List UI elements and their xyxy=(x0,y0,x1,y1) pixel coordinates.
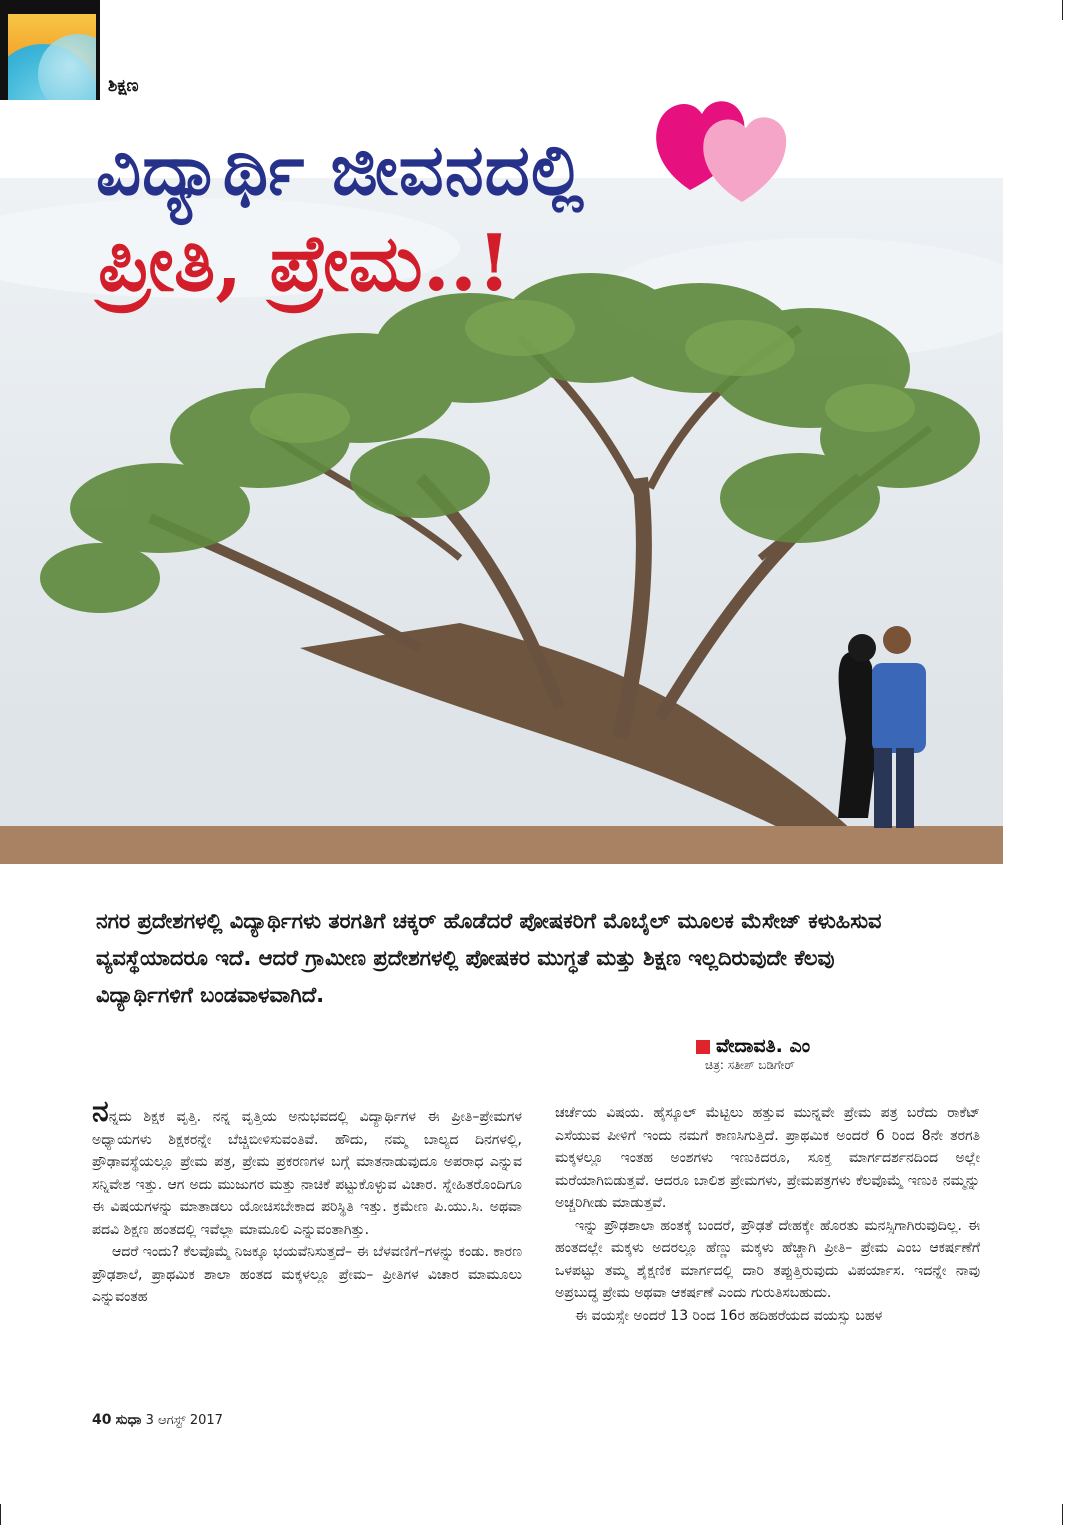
body-paragraph: ಆದರೆ ಇಂದು? ಕೆಲವೊಮ್ಮೆ ನಿಜಕ್ಕೂ ಭಯವೆನಿಸುತ್ತದೆ– ಈ ಬೆಳವಣಿಗೆ–ಗಳನ್ನು ಕಂಡು. ಕಾರಣ ಪ್ರೌಢಶಾಲೆ, ಪ್ರಾಥಮಿಕ ಶಾಲಾ ಹಂತದ ಮಕ್ಕಳಲ್ಲೂ ಪ್ರೇಮ– ಪ್ರೀತಿಗಳ ವಿಚಾರ ಮಾಮೂಲು ಎನ್ನುವಂತಹ xyxy=(92,1244,522,1305)
section-label: ಶಿಕ್ಷಣ xyxy=(108,76,139,96)
section-logo xyxy=(0,0,100,100)
headline-line1: ವಿದ್ಯಾರ್ಥಿ ಜೀವನದಲ್ಲಿ xyxy=(96,128,585,211)
body-paragraph: ಈ ವಯಸ್ಸೇ ಅಂದರೆ 13 ರಿಂದ 16ರ ಹದಿಹರೆಯದ ವಯಸ್ಸು ಬಹಳ xyxy=(575,1307,883,1324)
dropcap: ನ xyxy=(92,1094,109,1129)
magazine-name: ಸುಧಾ xyxy=(115,1412,142,1428)
crop-mark xyxy=(1062,0,1063,20)
byline-square-icon xyxy=(696,1040,710,1054)
body-column-left xyxy=(92,1094,522,1309)
page-number: 40 xyxy=(92,1412,112,1428)
lead-paragraph: ನಗರ ಪ್ರದೇಶಗಳಲ್ಲಿ ವಿದ್ಯಾರ್ಥಿಗಳು ತರಗತಿಗೆ ಚಕ್ಕರ್ ಹೊಡೆದರೆ ಪೋಷಕರಿಗೆ ಮೊಬೈಲ್ ಮೂಲಕ ಮೆಸೇಜ್ ಕಳುಹಿಸುವ ವ್ಯವಸ್ಥೆಯಾದರೂ ಇದೆ. ಆದರೆ ಗ್ರಾಮೀಣ ಪ್ರದೇಶಗಳಲ್ಲಿ ಪೋಷಕರ ಮುಗ್ಧತೆ ಮತ್ತು ಶಿಕ್ಷಣ ಇಲ್ಲದಿರುವುದೇ ಕೆಲವು ವಿದ್ಯಾರ್ಥಿಗಳಿಗೆ ಬಂಡವಾಳವಾಗಿದೆ. xyxy=(96,909,882,1007)
body-paragraph: ನನ್ನದು ಶಿಕ್ಷಕ ವೃತ್ತಿ. ನನ್ನ ವೃತ್ತಿಯ ಅನುಭವದಲ್ಲಿ ವಿದ್ಯಾರ್ಥಿಗಳ ಈ ಪ್ರೀತಿ–ಪ್ರೇಮಗಳ ಅಧ್ಯಾಯಗಳು ಶಿಕ್ಷಕರನ್ನೇ ಬೆಚ್ಚಿಬೀಳಿಸುವಂತಿವೆ. ಹೌದು, ನಮ್ಮ ಬಾಲ್ಯದ ದಿನಗಳಲ್ಲಿ, ಪ್ರೌಢಾವಸ್ಥೆಯಲ್ಲೂ ಪ್ರೇಮ ಪತ್ರ, ಪ್ರೇಮ ಪ್ರಕರಣಗಳ ಬಗ್ಗೆ ಮಾತನಾಡುವುದೂ ಅಪರಾಧ ಎನ್ನುವ ಸನ್ನಿವೇಶ ಇತ್ತು. ಆಗ ಅದು ಮುಜುಗರ ಮತ್ತು ನಾಚಿಕೆ ಪಟ್ಟುಕೊಳ್ಳುವ ವಿಚಾರ. ಸ್ನೇಹಿತರೊಂದಿಗೂ ಈ ವಿಷಯಗಳನ್ನು ಮಾತಾಡಲು ಯೋಚಿಸಬೇಕಾದ ಪರಿಸ್ಥಿತಿ ಇತ್ತು. ಕ್ರಮೇಣ ಪಿ.ಯು.ಸಿ. ಅಥವಾ ಪದವಿ ಶಿಕ್ಷಣ ಹಂತದಲ್ಲಿ ಇವೆಲ್ಲಾ ಮಾಮೂಲಿ ಎನ್ನುವಂತಾಗಿತ್ತು. xyxy=(92,1094,522,1238)
hearts-icon xyxy=(650,90,790,210)
crop-mark xyxy=(0,1504,1,1525)
body-paragraph: ಇನ್ನು ಪ್ರೌಢಶಾಲಾ ಹಂತಕ್ಕೆ ಬಂದರೆ, ಪ್ರೌಢತೆ ದೇಹಕ್ಕೇ ಹೊರತು ಮನಸ್ಸಿಗಾಗಿರುವುದಿಲ್ಲ. ಈ ಹಂತದಲ್ಲೇ ಮಕ್ಕಳು ಅದರಲ್ಲೂ ಹೆಣ್ಣು ಮಕ್ಕಳು ಹೆಚ್ಚಾಗಿ ಪ್ರೀತಿ– ಪ್ರೇಮ ಎಂಬ ಆಕರ್ಷಣೆಗೆ ಒಳಪಟ್ಟು ತಮ್ಮ ಶೈಕ್ಷಣಿಕ ಮಾರ್ಗದಲ್ಲಿ ದಾರಿ ತಪ್ಪುತ್ತಿರುವುದು ವಿಪರ್ಯಾಸ. ಇದನ್ನೇ ನಾವು ಅಪ್ರಬುದ್ಧ ಪ್ರೇಮ ಅಥವಾ ಆಕರ್ಷಣೆ ಎಂದು ಗುರುತಿಸಬಹುದು. xyxy=(555,1217,980,1301)
body-column-right xyxy=(555,1102,980,1327)
issue-date: 3 ಆಗಸ್ಟ್ 2017 xyxy=(145,1413,223,1428)
headline-line2: ಪ್ರೀತಿ, ಪ್ರೇಮ..! xyxy=(98,218,512,309)
author-name: ವೇದಾವತಿ. ಎಂ xyxy=(716,1035,811,1057)
photo-credit: ಚಿತ್ರ: ಸತೀಶ್ ಬಡಿಗೇರ್ xyxy=(705,1058,795,1072)
byline xyxy=(696,1035,810,1057)
body-paragraph: ಚರ್ಚೆಯ ವಿಷಯ. ಹೈಸ್ಕೂಲ್ ಮೆಟ್ಟಿಲು ಹತ್ತುವ ಮುನ್ನವೇ ಪ್ರೇಮ ಪತ್ರ ಬರೆದು ರಾಕೆಟ್ ಎಸೆಯುವ ಪೀಳಿಗೆ ಇಂದು ನಮಗೆ ಕಾಣಸಿಗುತ್ತಿದೆ. ಪ್ರಾಥಮಿಕ ಅಂದರೆ 6 ರಿಂದ 8ನೇ ತರಗತಿ ಮಕ್ಕಳಲ್ಲೂ ಇಂತಹ ಅಂಶಗಳು ಇಣುಕಿದರೂ, ಸೂಕ್ತ ಮಾರ್ಗದರ್ಶನದಿಂದ ಅಲ್ಲೇ ಮರೆಯಾಗಿಬಿಡುತ್ತವೆ. ಆದರೂ ಬಾಲಿಶ ಪ್ರೇಮಗಳು, ಪ್ರೇಮಪತ್ರಗಳು ಕೆಲವೊಮ್ಮೆ ಇಣುಕಿ ನಮ್ಮನ್ನು ಅಚ್ಚರಿಗೀಡು ಮಾಡುತ್ತವೆ. xyxy=(555,1105,980,1211)
page-footer xyxy=(92,1412,223,1428)
crop-mark xyxy=(1062,1504,1063,1525)
couple-figures xyxy=(838,626,926,828)
